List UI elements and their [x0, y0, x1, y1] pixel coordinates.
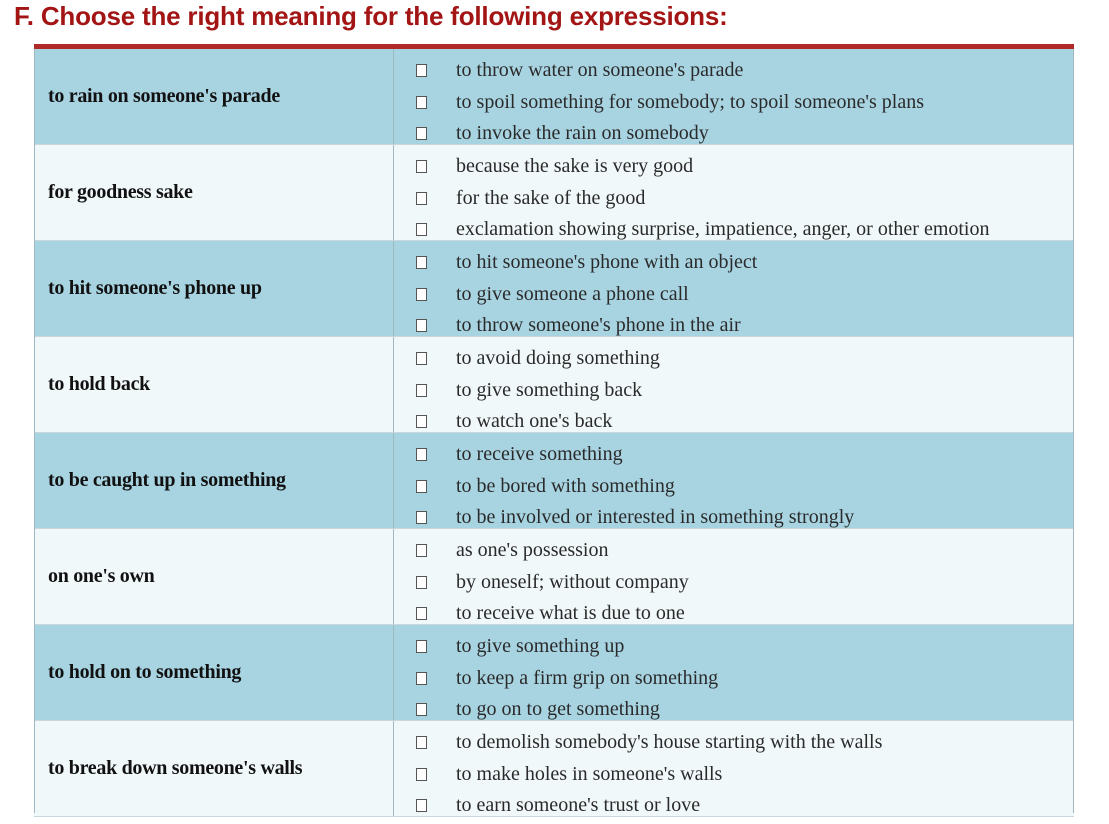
- expression-text: for goodness sake: [48, 181, 193, 203]
- option-item[interactable]: [416, 790, 1074, 822]
- checkbox[interactable]: [416, 480, 427, 493]
- option-text: to be involved or interested in something strongly: [456, 506, 855, 529]
- table-left-border: [34, 49, 35, 813]
- option-text: to demolish somebody's house starting with the walls: [456, 731, 883, 754]
- checkbox[interactable]: [416, 288, 427, 301]
- table-row: [34, 145, 1074, 241]
- option-item[interactable]: [416, 55, 1074, 87]
- options-cell: [416, 151, 1074, 246]
- table-right-border: [1073, 49, 1074, 813]
- expression-cell: [34, 625, 394, 720]
- option-text: to give something up: [456, 635, 625, 658]
- option-text: as one's possession: [456, 539, 609, 562]
- checkbox[interactable]: [416, 672, 427, 685]
- expression-cell: [34, 145, 394, 240]
- expression-text: to rain on someone's parade: [48, 85, 280, 107]
- checkbox[interactable]: [416, 703, 427, 716]
- option-item[interactable]: [416, 439, 1074, 471]
- option-text: to avoid doing something: [456, 347, 660, 370]
- option-text: to earn someone's trust or love: [456, 794, 701, 817]
- option-text: to spoil something for somebody; to spoil someone's plans: [456, 90, 925, 113]
- table-row: [34, 529, 1074, 625]
- expression-cell: [34, 721, 394, 816]
- option-text: to make holes in someone's walls: [456, 762, 723, 785]
- checkbox[interactable]: [416, 607, 427, 620]
- expression-cell: [34, 337, 394, 432]
- checkbox[interactable]: [416, 511, 427, 524]
- checkbox[interactable]: [416, 352, 427, 365]
- checkbox[interactable]: [416, 319, 427, 332]
- expression-text: to break down someone's walls: [48, 757, 303, 779]
- options-cell: [416, 55, 1074, 150]
- expression-text: on one's own: [48, 565, 155, 587]
- expression-cell: [34, 529, 394, 624]
- option-item[interactable]: [416, 279, 1074, 311]
- table-row: [34, 337, 1074, 433]
- option-item[interactable]: [416, 343, 1074, 375]
- option-text: to hit someone's phone with an object: [456, 251, 758, 274]
- option-text: to throw water on someone's parade: [456, 59, 744, 82]
- option-text: to be bored with something: [456, 474, 675, 497]
- table-row: [34, 433, 1074, 529]
- table-row: [34, 49, 1074, 145]
- option-item[interactable]: [416, 759, 1074, 791]
- checkbox[interactable]: [416, 384, 427, 397]
- options-cell: [416, 343, 1074, 438]
- checkbox[interactable]: [416, 768, 427, 781]
- option-item[interactable]: [416, 535, 1074, 567]
- option-text: to receive something: [456, 443, 623, 466]
- option-text: to invoke the rain on somebody: [456, 122, 709, 145]
- option-text: to give something back: [456, 378, 643, 401]
- checkbox[interactable]: [416, 256, 427, 269]
- checkbox[interactable]: [416, 127, 427, 140]
- table-row: [34, 625, 1074, 721]
- option-text: for the sake of the good: [456, 186, 646, 209]
- checkbox[interactable]: [416, 160, 427, 173]
- table-row: [34, 241, 1074, 337]
- option-text: to watch one's back: [456, 410, 613, 433]
- option-item[interactable]: [416, 375, 1074, 407]
- option-item[interactable]: [416, 247, 1074, 279]
- option-item[interactable]: [416, 631, 1074, 663]
- checkbox[interactable]: [416, 544, 427, 557]
- option-text: by oneself; without company: [456, 570, 689, 593]
- option-text: to give someone a phone call: [456, 282, 689, 305]
- checkbox[interactable]: [416, 576, 427, 589]
- expression-cell: [34, 433, 394, 528]
- options-cell: [416, 631, 1074, 726]
- checkbox[interactable]: [416, 192, 427, 205]
- option-item[interactable]: [416, 471, 1074, 503]
- checkbox[interactable]: [416, 64, 427, 77]
- options-cell: [416, 439, 1074, 534]
- exercise-heading: F. Choose the right meaning for the following expressions:: [14, 1, 728, 31]
- expression-cell: [34, 241, 394, 336]
- option-item[interactable]: [416, 87, 1074, 119]
- option-item[interactable]: [416, 727, 1074, 759]
- option-item[interactable]: [416, 567, 1074, 599]
- options-cell: [416, 727, 1074, 822]
- checkbox[interactable]: [416, 736, 427, 749]
- option-text: to throw someone's phone in the air: [456, 314, 741, 337]
- expression-text: to be caught up in something: [48, 469, 286, 491]
- checkbox[interactable]: [416, 799, 427, 812]
- option-item[interactable]: [416, 663, 1074, 695]
- option-item[interactable]: [416, 151, 1074, 183]
- checkbox[interactable]: [416, 415, 427, 428]
- table-row: [34, 721, 1074, 817]
- checkbox[interactable]: [416, 96, 427, 109]
- expression-text: to hit someone's phone up: [48, 277, 262, 299]
- checkbox[interactable]: [416, 223, 427, 236]
- option-text: because the sake is very good: [456, 155, 694, 178]
- options-cell: [416, 535, 1074, 630]
- options-cell: [416, 247, 1074, 342]
- expression-text: to hold on to something: [48, 661, 242, 683]
- checkbox[interactable]: [416, 448, 427, 461]
- expression-cell: [34, 49, 394, 144]
- expression-text: to hold back: [48, 373, 150, 395]
- option-item[interactable]: [416, 183, 1074, 215]
- option-text: to keep a firm grip on something: [456, 666, 719, 689]
- expressions-table: [34, 44, 1074, 824]
- option-text: exclamation showing surprise, impatience, anger, or other emotion: [456, 218, 990, 241]
- option-text: to receive what is due to one: [456, 602, 685, 625]
- checkbox[interactable]: [416, 640, 427, 653]
- option-text: to go on to get something: [456, 698, 660, 721]
